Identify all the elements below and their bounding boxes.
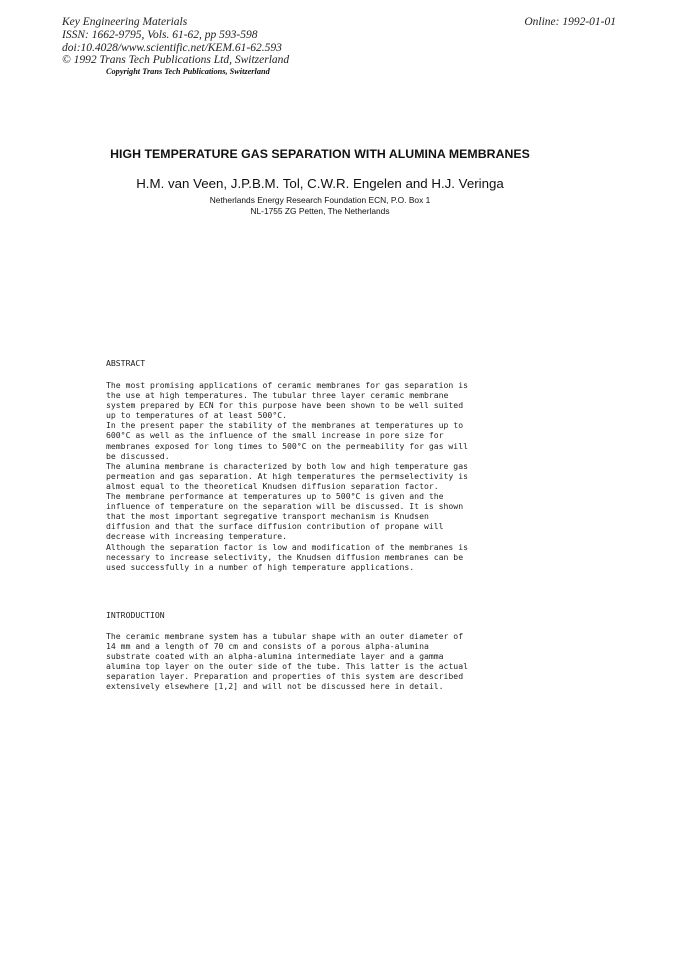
abstract-line: up to temperatures of at least 500°C.	[106, 410, 287, 421]
abstract-line: membranes exposed for long times to 500°C on the permeability for gas will	[106, 440, 468, 451]
abstract-line: Although the separation factor is low and modification of the membranes is	[106, 541, 468, 552]
abstract-line: that the most important segregative transport mechanism is Knudsen	[106, 511, 429, 522]
online-date: Online: 1992-01-01	[524, 16, 616, 28]
journal-name: Key Engineering Materials	[62, 16, 188, 28]
paper-authors: H.M. van Veen, J.P.B.M. Tol, C.W.R. Engelen and H.J. Veringa	[136, 176, 504, 191]
abstract-line: the use at high temperatures. The tubular three layer ceramic membrane	[106, 390, 449, 401]
abstract-heading: ABSTRACT	[106, 358, 146, 368]
copyright-note: Copyright Trans Tech Publications, Switzerland	[106, 67, 270, 76]
abstract-line: almost equal to the theoretical Knudsen diffusion separation factor.	[106, 480, 439, 491]
publisher-line: © 1992 Trans Tech Publications Ltd, Switzerland	[62, 54, 290, 67]
abstract-line: The alumina membrane is characterized by both low and high temperature gas	[106, 460, 468, 471]
abstract-line: diffusion and that the surface diffusion contribution of propane will	[106, 521, 444, 532]
abstract-line: used successfully in a number of high temperature applications.	[106, 561, 415, 572]
abstract-line: permeation and gas separation. At high temperatures the permselectivity is	[106, 470, 468, 481]
paper-title: HIGH TEMPERATURE GAS SEPARATION WITH ALUMINA MEMBRANES	[110, 147, 530, 161]
introduction-line: The ceramic membrane system has a tubular shape with an outer diameter of	[106, 631, 464, 641]
issn-line: ISSN: 1662-9795, Vols. 61-62, pp 593-598	[62, 28, 258, 41]
introduction-line: extensively elsewhere [1,2] and will not be discussed here in detail.	[106, 681, 444, 692]
introduction-line: separation layer. Preparation and properties of this system are described	[106, 671, 464, 682]
abstract-line: The most promising applications of ceramic membranes for gas separation is	[106, 380, 468, 390]
introduction-line: 14 mm and a length of 70 cm and consists of a porous alpha-alumina	[106, 641, 429, 652]
doi-line: doi:10.4028/www.scientific.net/KEM.61-62.593	[62, 41, 282, 54]
abstract-line: The membrane performance at temperatures up to 500°C is given and the	[106, 491, 444, 502]
publication-info	[62, 16, 289, 67]
abstract-line: necessary to increase selectivity, the Knudsen diffusion membranes can be	[106, 551, 464, 562]
abstract-line: decrease with increasing temperature.	[106, 531, 287, 542]
affiliation-line-2: NL-1755 ZG Petten, The Netherlands	[250, 206, 390, 216]
abstract-line: influence of temperature on the separation will be discussed. It is shown	[106, 501, 464, 512]
affiliation-line-1: Netherlands Energy Research Foundation ECN, P.O. Box 1	[209, 195, 431, 205]
introduction-heading: INTRODUCTION	[106, 610, 165, 620]
abstract-line: 600°C as well as the influence of the small increase in pore size for	[106, 430, 444, 441]
abstract-line: system prepared by ECN for this purpose have been shown to be well suited	[106, 400, 464, 411]
introduction-line: alumina top layer on the outer side of the tube. This latter is the actual	[106, 661, 468, 672]
abstract-line: In the present paper the stability of the membranes at temperatures up to	[106, 420, 464, 431]
abstract-body	[106, 380, 468, 572]
introduction-body	[106, 631, 468, 692]
introduction-line: substrate coated with an alpha-alumina intermediate layer and a gamma	[106, 651, 444, 662]
abstract-line: be discussed.	[106, 450, 170, 461]
